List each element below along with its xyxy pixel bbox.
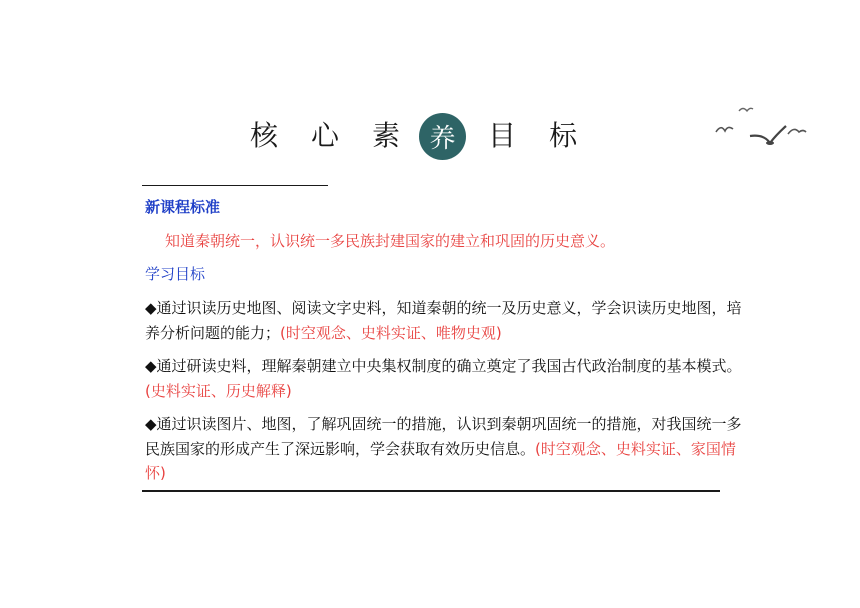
objective-item-1 [145,296,745,345]
objective-item-3 [145,412,745,486]
objective-1-tag: (时空观念、史料实证、唯物史观) [280,323,502,342]
flying-birds-icon [712,104,812,154]
title-char-6: 标 [549,119,578,152]
title-char-1: 核 [250,119,279,152]
title-char-5: 目 [488,119,517,152]
bottom-divider [142,490,720,492]
page-title [250,112,577,160]
title-char-2: 心 [311,119,340,152]
objective-2-tag: (史料实证、历史解释) [145,381,292,400]
curriculum-heading: 新课程标准 [145,198,221,216]
curriculum-text: 知道秦朝统一，认识统一多民族封建国家的建立和巩固的历史意义。 [165,232,616,250]
objective-1-text: ◆通过识读历史地图、阅读文字史料，知道秦朝的统一及历史意义，学会识读历史地图，培养分析问题的能力； [145,299,742,342]
top-divider [142,185,328,186]
objective-3-tag: (时空观念、史料实证、家国情怀) [145,439,736,482]
title-highlight-char: 养 [419,113,466,160]
objectives-heading: 学习目标 [145,265,206,283]
objective-2-text: ◆通过研读史料，理解秦朝建立中央集权制度的确立奠定了我国古代政治制度的基本模式。 [145,357,742,375]
title-char-3: 素 [372,119,401,152]
objective-item-2 [145,354,745,403]
objective-3-text: ◆通过识读图片、地图，了解巩固统一的措施，认识到秦朝巩固统一的措施，对我国统一多民族国家的形成产生了深远影响，学会获取有效历史信息。 [145,415,742,458]
